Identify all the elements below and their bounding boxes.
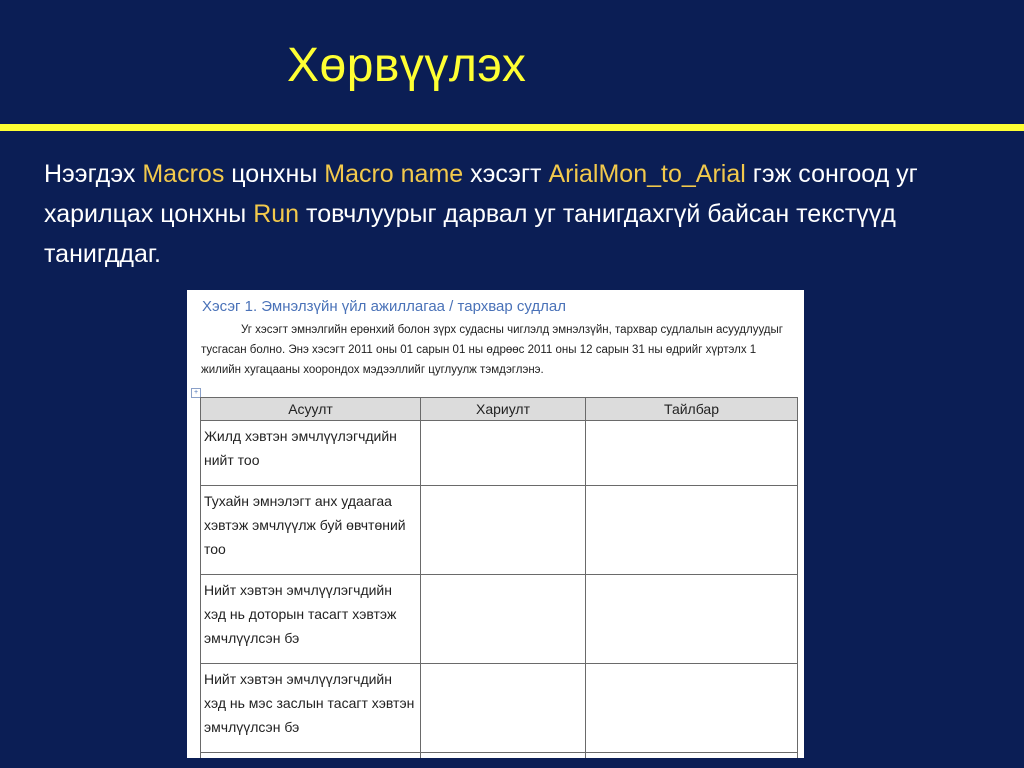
macro-value-keyword: ArialMon_to_Arial [548,160,746,188]
column-header-answer: Хариулт [421,398,586,421]
table-move-handle-icon[interactable]: + [191,388,201,398]
note-cell[interactable] [586,664,798,753]
note-cell[interactable] [586,486,798,575]
question-cell: Тухайн эмнэлэгт анх удаагаа хэвтэж эмчлүүлж буй өвчтөний тоо [201,486,421,575]
table-row [201,486,798,575]
question-cell: Нийт хэвтэн эмчлүүлэгчдийн хэд нь мэс заслын тасагт хэвтэн эмчлүүлсэн бэ [201,664,421,753]
table-row [201,753,798,759]
macro-name-keyword: Macro name [324,160,464,188]
questionnaire-table [200,397,798,758]
answer-cell[interactable] [421,486,586,575]
text-segment: гэж сонгоод уг харилцах цонхны [44,160,918,228]
text-segment: товчлуурыг дарвал уг танигдахгүй байсан текстүүд танигддаг. [44,200,896,268]
document-screenshot [187,290,804,758]
table-header-row [201,398,798,421]
run-keyword: Run [253,200,300,228]
answer-cell[interactable] [421,753,586,759]
table-row [201,664,798,753]
text-segment: Нээгдэх [44,160,143,188]
slide-title: Хөрвүүлэх [287,39,527,92]
answer-cell[interactable] [421,575,586,664]
instruction-text [44,154,984,274]
macros-keyword: Macros [142,160,225,188]
table-row [201,421,798,486]
note-cell[interactable] [586,753,798,759]
title-underline [0,124,1024,131]
note-cell[interactable] [586,421,798,486]
text-segment: хэсэгт [463,160,549,188]
column-header-note: Тайлбар [586,398,798,421]
question-cell [201,753,421,759]
answer-cell[interactable] [421,421,586,486]
document-heading: Хэсэг 1. Эмнэлзүйн үйл ажиллагаа / тархвар судлал [202,298,566,315]
document-paragraph: Уг хэсэгт эмнэлгийн ерөнхий болон зүрх судасны чиглэлд эмнэлзүйн, тархвар судлалын асуудлуудыг тусгасан болно. Энэ хэсэгт 2011 оны 01 сарын 01 ны өдрөөс 2011 оны 12 сарын 31 ны өдрийг хүртэлх 1 жилийн хугацааны хоорондох мэдээллийг цуглуулж тэмдэглэнэ. [201,324,783,376]
column-header-question: Асуулт [201,398,421,421]
question-cell: Нийт хэвтэн эмчлүүлэгчдийн хэд нь доторын тасагт хэвтэж эмчлүүлсэн бэ [201,575,421,664]
note-cell[interactable] [586,575,798,664]
answer-cell[interactable] [421,664,586,753]
question-cell: Жилд хэвтэн эмчлүүлэгчдийн нийт тоо [201,421,421,486]
text-segment: цонхны [224,160,325,188]
table-row [201,575,798,664]
